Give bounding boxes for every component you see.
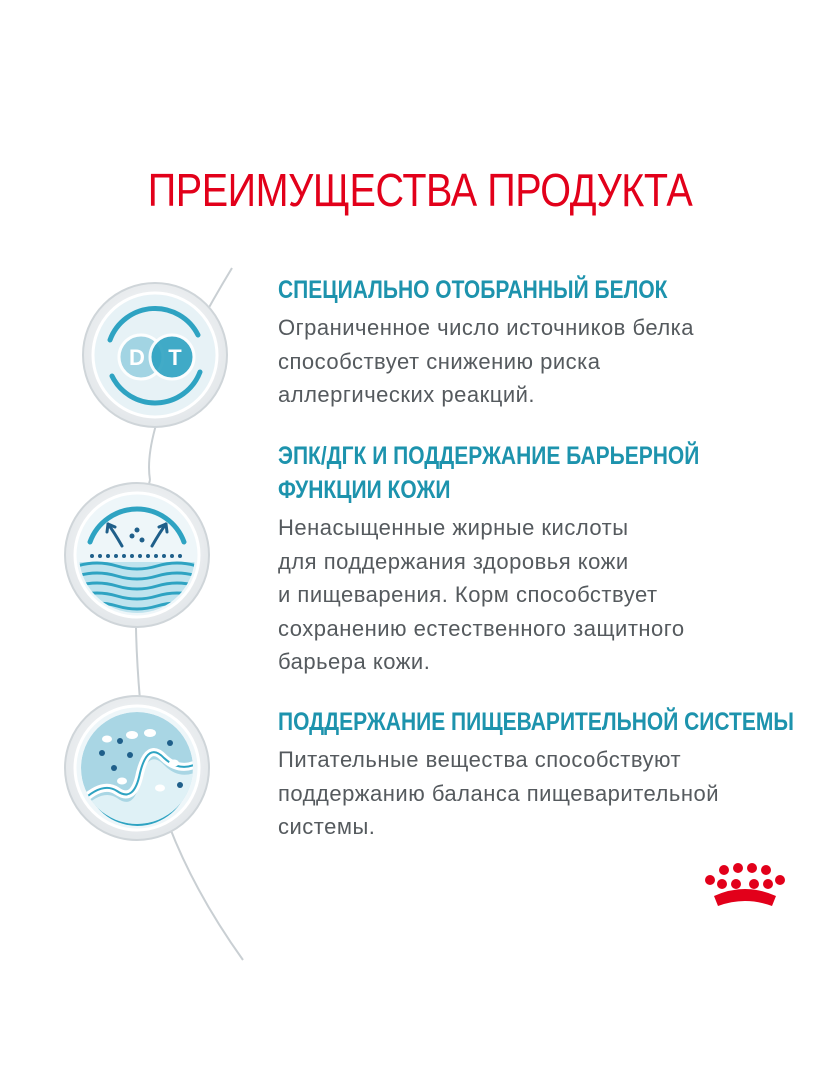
feature-title: ЭПК/ДГК И ПОДДЕРЖАНИЕ БАРЬЕРНОЙ ФУНКЦИИ КОЖИ (278, 442, 700, 504)
skin-barrier-icon (62, 480, 212, 630)
feature-title: ПОДДЕРЖАНИЕ ПИЩЕВАРИТЕЛЬНОЙ СИСТЕМЫ (278, 708, 794, 736)
royal-canin-crown-icon (700, 862, 790, 916)
feature-title: СПЕЦИАЛЬНО ОТОБРАННЫЙ БЕЛОК (278, 276, 668, 304)
page-title: ПРЕИМУЩЕСТВА ПРОДУКТА (147, 164, 693, 216)
feature-description: Питательные вещества способствуют поддержанию баланса пищеварительной системы. (278, 747, 720, 839)
dt-letter-t: T (168, 345, 182, 370)
feature-skin-barrier (278, 439, 798, 679)
protein-badge (80, 280, 230, 430)
digestive-system-icon (62, 693, 212, 843)
skin-badge (62, 480, 212, 630)
dt-protein-icon (80, 280, 230, 430)
dt-letter-d: D (129, 345, 145, 370)
feature-protein (278, 273, 798, 412)
feature-description: Ненасыщенные жирные кислоты для поддержания здоровья кожи и пищеварения. Корм способствует сохранению естественного защитного барьера кожи. (278, 515, 685, 674)
feature-description: Ограниченное число источников белка способствует снижению риска аллергических реакций. (278, 315, 695, 407)
digestive-badge (62, 693, 212, 843)
feature-digestive (278, 705, 798, 844)
